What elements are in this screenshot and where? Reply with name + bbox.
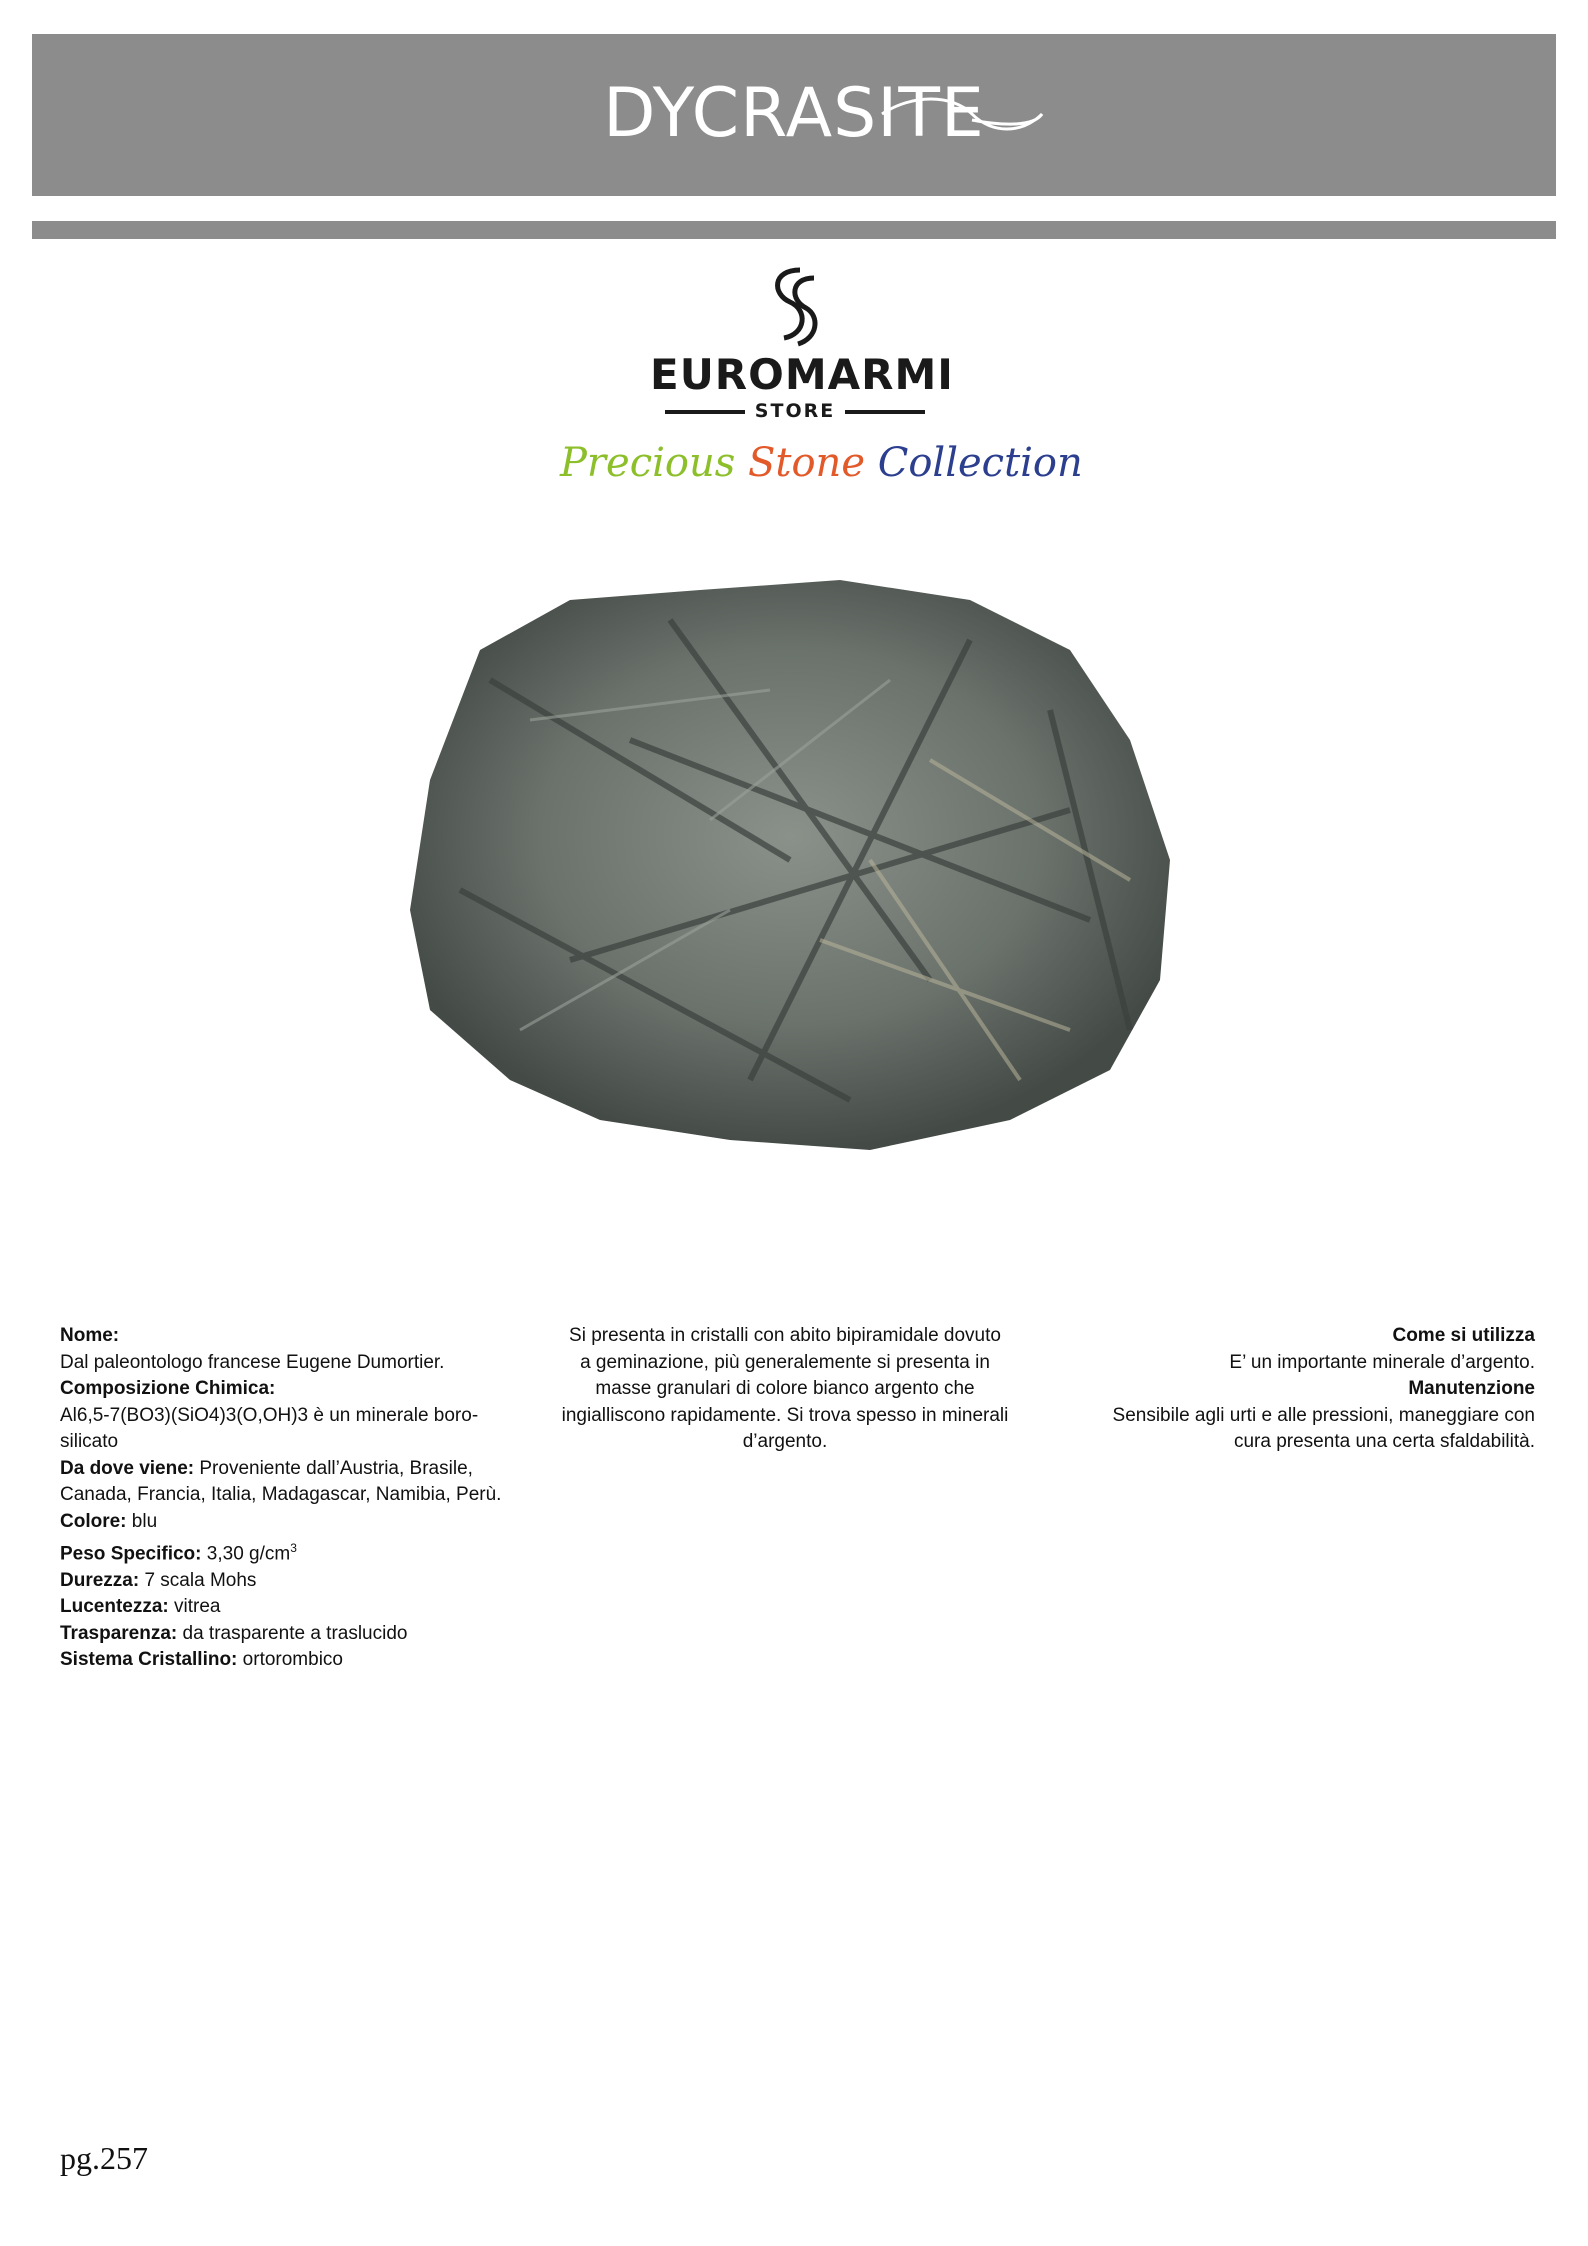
composizione-value-1: Al6,5-7(BO3)(SiO4)3(O,OH)3 è un minerale boro- xyxy=(60,1404,479,1426)
provenienza-row xyxy=(60,1456,530,1483)
logo-mark-icon xyxy=(650,264,940,348)
provenienza-label: Da dove viene: xyxy=(60,1457,195,1479)
sistema-row xyxy=(60,1647,530,1674)
durezza-row xyxy=(60,1568,530,1595)
composizione-label: Composizione Chimica: xyxy=(60,1378,276,1399)
sistema-value: ortorombico xyxy=(237,1649,343,1671)
collection-word-2: Stone xyxy=(748,440,865,486)
lucentezza-label: Lucentezza: xyxy=(60,1596,169,1618)
sistema-label: Sistema Cristallino: xyxy=(60,1649,238,1671)
page-number: pg.257 xyxy=(60,2140,148,2176)
properties-column xyxy=(60,1323,530,1674)
description-line-1: Si presenta in cristalli con abito bipiramidale dovuto xyxy=(569,1325,1001,1346)
brand-sub xyxy=(650,400,940,422)
peso-unit-sup: 3 xyxy=(290,1541,297,1555)
description-line-2: a geminazione, più generalemente si presenta in xyxy=(580,1351,990,1373)
collection-word-1: Precious xyxy=(560,440,736,486)
mineral-image xyxy=(370,560,1230,1260)
title-wrap xyxy=(32,34,1556,196)
utilizzo-value: E’ un importante minerale d’argento. xyxy=(1229,1351,1535,1373)
trasparenza-label: Trasparenza: xyxy=(60,1622,178,1644)
peso-row xyxy=(60,1535,530,1568)
manutenzione-label: Manutenzione xyxy=(1408,1378,1535,1399)
manutenzione-value-2: cura presenta una certa sfaldabilità. xyxy=(1233,1431,1535,1452)
nome-value: Dal paleontologo francese Eugene Dumortier. xyxy=(60,1351,445,1373)
collection-title xyxy=(560,440,1083,486)
trasparenza-value: da trasparente a traslucido xyxy=(177,1622,408,1644)
peso-label: Peso Specifico: xyxy=(60,1543,202,1565)
manutenzione-value-1: Sensibile agli urti e alle pressioni, maneggiare con xyxy=(1112,1404,1535,1426)
lucentezza-value: vitrea xyxy=(168,1596,221,1618)
header-band xyxy=(32,34,1556,196)
colore-row xyxy=(60,1509,530,1536)
description-line-5: d’argento. xyxy=(742,1431,828,1452)
colore-value: blu xyxy=(126,1510,158,1532)
durezza-label: Durezza: xyxy=(60,1569,140,1591)
nome-label: Nome: xyxy=(60,1325,120,1346)
page-title: DYCRASITE xyxy=(603,73,985,153)
title-swash xyxy=(872,84,1052,154)
provenienza-value-2: Canada, Francia, Italia, Madagascar, Namibia, Perù. xyxy=(60,1484,502,1505)
lucentezza-row xyxy=(60,1594,530,1621)
brand-sub-rule-right xyxy=(845,410,925,414)
brand-sub-rule-left xyxy=(665,410,745,414)
provenienza-value-1: Proveniente dall’Austria, Brasile, xyxy=(194,1457,473,1479)
usage-column xyxy=(1060,1323,1535,1456)
description-line-4: ingialliscono rapidamente. Si trova spesso in minerali xyxy=(561,1404,1009,1426)
composizione-value-2: silicato xyxy=(60,1431,119,1452)
utilizzo-label: Come si utilizza xyxy=(1392,1325,1535,1346)
brand-name: EUROMARMI xyxy=(650,350,954,399)
collection-word-3: Collection xyxy=(877,440,1083,486)
colore-label: Colore: xyxy=(60,1510,127,1532)
peso-value: 3,30 g/cm xyxy=(201,1543,291,1565)
header-rule xyxy=(32,221,1556,239)
durezza-value: 7 scala Mohs xyxy=(139,1569,257,1591)
trasparenza-row xyxy=(60,1621,530,1648)
description-column xyxy=(540,1323,1030,1456)
description-line-3: masse granulari di colore bianco argento che xyxy=(595,1378,975,1399)
brand-sub-text: STORE xyxy=(754,400,836,422)
